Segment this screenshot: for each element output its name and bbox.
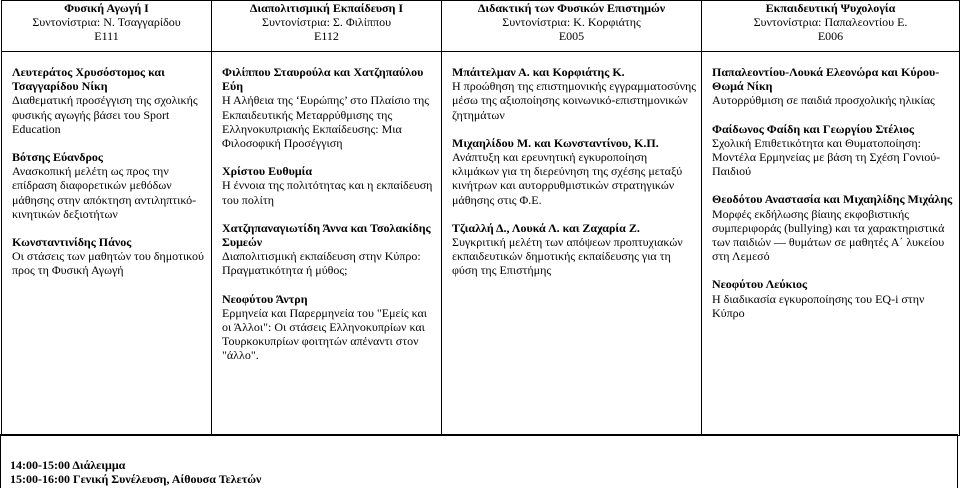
presentation-authors: Τζιαλλή Δ., Λουκά Λ. και Ζαχαρία Ζ. bbox=[452, 220, 640, 235]
session-body-row bbox=[2, 52, 960, 436]
presentation-title: Ερμηνεία και Παρερμηνεία του "Εμείς και οι Άλλοι": Οι στάσεις Ελληνοκυπρίων και Τουρκοκυπρίων φοιτητών απέναντι στον "άλλο". bbox=[222, 305, 428, 363]
session-header-row bbox=[2, 1, 960, 52]
session-entries bbox=[2, 52, 212, 436]
presentation-authors: Παπαλεοντίου-Λουκά Ελεονώρα και Κύρου-Θωμά Νίκη bbox=[712, 65, 940, 94]
session-header bbox=[212, 1, 442, 52]
session-title: Διδακτική των Φυσικών Επιστημών bbox=[477, 1, 666, 15]
session-room: Ε005 bbox=[558, 29, 585, 44]
presentation-entry bbox=[452, 221, 697, 278]
presentation-authors: Μιχαηλίδου Μ. και Κωνσταντίνου, Κ.Π. bbox=[452, 135, 659, 150]
presentation-title: Η Αλήθεια της ‘Ευρώπης’ στο Πλαίσιο της Εκπαιδευτικής Μεταρρύθμισης της Ελληνοκυπριακής Εκπαίδευσης: Μια Φιλοσοφική Προσέγγιση bbox=[222, 93, 429, 151]
session-room: Ε112 bbox=[314, 29, 339, 44]
presentation-title: Ανάπτυξη και ερευνητική εγκυροποίηση κλιμάκων για τη διερεύνηση της σχέσης μεταξύ κινήτρων και αυτορρυθμιστικών στρατηγικών μάθησης στις Φ.Ε. bbox=[452, 150, 683, 207]
presentation-title: Διαπολιτισμική εκπαίδευση στην Κύπρο: Πραγματικότητα ή μύθος; bbox=[222, 249, 421, 278]
session-header bbox=[442, 1, 702, 52]
presentation-entry bbox=[12, 65, 207, 136]
presentation-entry bbox=[12, 235, 207, 278]
presentation-authors: Λευτεράτος Χρυσόστομος και Τσαγγαρίδου Νίκη bbox=[12, 65, 165, 94]
session-coordinator: Συντονίστρια: Σ. Φιλίππου bbox=[261, 15, 392, 30]
presentation-entry bbox=[12, 150, 207, 221]
presentation-entry bbox=[712, 192, 955, 263]
presentation-entry bbox=[712, 277, 955, 320]
presentation-title: Σχολική Επιθετικότητα και Θυματοποίηση: Μοντέλα Ερμηνείας με βάση τη Σχέση Γονιού-Παιδιού bbox=[712, 135, 941, 179]
presentation-entry bbox=[452, 136, 697, 207]
presentation-title: Οι στάσεις των μαθητών του δημοτικού προς τη Φυσική Αγωγή bbox=[12, 249, 204, 278]
session-title: Φυσική Αγωγή Ι bbox=[64, 1, 149, 15]
presentation-entry bbox=[222, 164, 437, 207]
presentation-authors: Χατζηπαναγιωτίδη Άννα και Τσολακίδης Συμεών bbox=[222, 220, 431, 250]
program-table bbox=[1, 0, 960, 436]
presentation-title: Ανασκοπική μελέτη ως προς την επίδραση διαφορετικών μεθόδων μάθησης στην απόκτηση αντιληπτικό-κινητικών δεξιοτήτων bbox=[12, 164, 197, 221]
presentation-entry bbox=[222, 221, 437, 278]
presentation-authors: Θεοδότου Αναστασία και Μιχαηλίδης Μιχάλης bbox=[712, 192, 953, 207]
presentation-title: Η έννοια της πολιτότητας και η εκπαίδευση του πολίτη bbox=[222, 178, 433, 207]
presentation-title: Μορφές εκδήλωσης βίαιης εκφοβιστικής συμπεριφοράς (bullying) και τα χαρακτηριστικά των παιδιών — θυμάτων σε μαθητές Α΄ λυκείου στη Λεμεσό bbox=[712, 206, 945, 264]
presentation-entry bbox=[712, 122, 955, 179]
presentation-authors: Μπάιτελμαν Α. και Κορφιάτης Κ. bbox=[452, 65, 625, 79]
session-entries bbox=[702, 52, 960, 436]
schedule-break: 14:00-15:00 Διάλειμμα bbox=[10, 458, 126, 472]
presentation-authors: Φαίδωνος Φαίδη και Γεωργίου Στέλιος bbox=[712, 121, 915, 136]
presentation-title: Η προώθηση της επιστημονικής εγγραμματοσύνης μέσω της αξιοποίησης κοινωνικό-επιστημονικών ζητημάτων bbox=[452, 79, 697, 122]
schedule-general-assembly: 15:00-16:00 Γενική Συνέλευση, Αίθουσα Τελετών bbox=[10, 472, 262, 487]
session-title: Διαπολιτισμική Εκπαίδευση Ι bbox=[249, 1, 404, 15]
presentation-authors: Κωνσταντινίδης Πάνος bbox=[12, 235, 132, 250]
presentation-entry bbox=[452, 65, 697, 122]
session-room: Ε111 bbox=[94, 29, 119, 44]
session-room: Ε006 bbox=[817, 29, 844, 44]
schedule-block bbox=[0, 434, 958, 488]
session-header bbox=[702, 1, 960, 52]
presentation-title: Συγκριτική μελέτη των απόψεων προπτυχιακών εκπαιδευτικών δημοτικής εκπαίδευσης για τη φύση της Επιστήμης bbox=[452, 235, 683, 278]
session-coordinator: Συντονίστρια: Παπαλεοντίου Ε. bbox=[753, 15, 908, 30]
presentation-entry bbox=[222, 65, 437, 150]
presentation-authors: Χρίστου Ευθυμία bbox=[222, 164, 313, 179]
session-header bbox=[2, 1, 212, 52]
presentation-title: Διαθεματική προσέγγιση της σχολικής φυσικής αγωγής βάσει του Sport Education bbox=[12, 93, 198, 136]
session-entries bbox=[442, 52, 702, 436]
presentation-title: Αυτορρύθμιση σε παιδιά προσχολικής ηλικίας bbox=[712, 93, 935, 108]
presentation-authors: Νεοφύτου Άντρη bbox=[222, 291, 308, 306]
presentation-entry bbox=[222, 292, 437, 363]
presentation-authors: Βότσης Εύανδρος bbox=[12, 150, 103, 165]
session-title: Εκπαιδευτική Ψυχολογία bbox=[765, 1, 896, 15]
presentation-authors: Φιλίππου Σταυρούλα και Χατζηπαύλου Εύη bbox=[222, 65, 424, 94]
session-coordinator: Συντονίστρια: Ν. Τσαγγαρίδου bbox=[32, 15, 181, 30]
presentation-entry bbox=[712, 65, 955, 108]
presentation-title: Η διαδικασία εγκυροποίησης του EQ-i στην Κύπρο bbox=[712, 291, 925, 320]
session-coordinator: Συντονίστρια: Κ. Κορφιάτης bbox=[502, 15, 641, 30]
session-entries bbox=[212, 52, 442, 436]
presentation-authors: Νεοφύτου Λεύκιος bbox=[712, 277, 808, 292]
